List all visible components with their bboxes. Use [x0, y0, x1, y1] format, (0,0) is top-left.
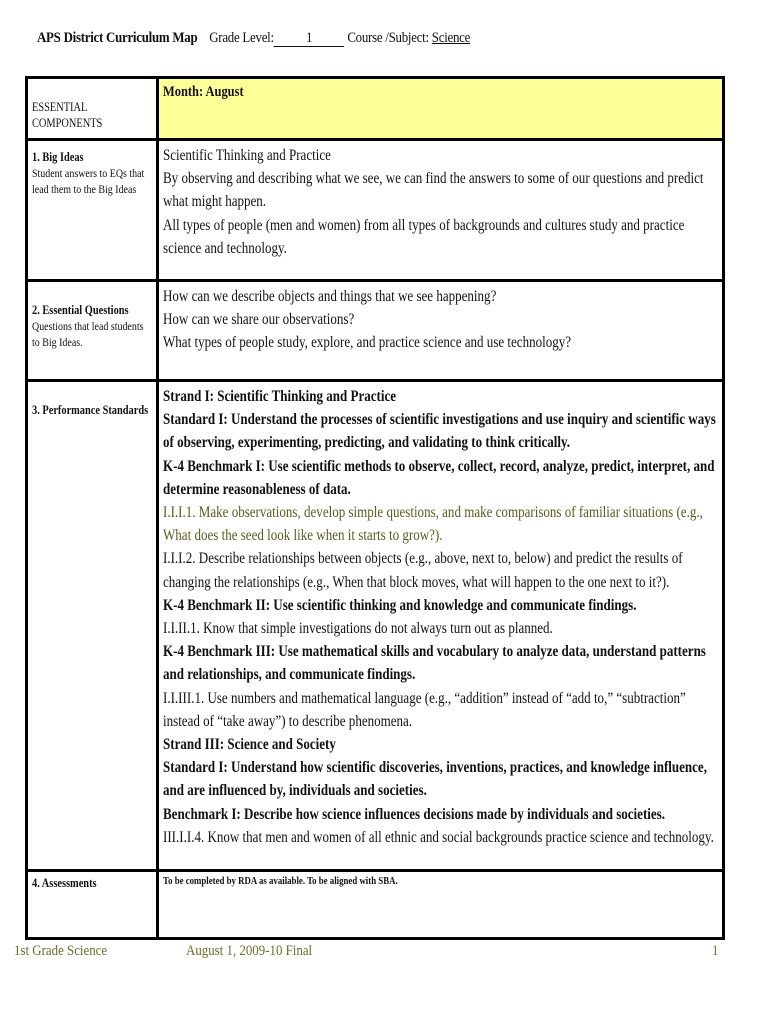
essential-components-label: ESSENTIAL COMPONENTS [32, 100, 103, 130]
table-row [27, 281, 724, 381]
performance-standard-item: I.I.I.1. Make observations, develop simple questions, and make comparisons of familiar situations (e.g., What does the seed look like when it starts to grow?). [163, 504, 703, 545]
standard-heading: Standard I: Understand the processes of scientific investigations and use inquiry and scientific ways of observing, experimenting, predicting, and validating to think critically. [163, 411, 716, 452]
standard-heading: Standard I: Understand how scientific discoveries, inventions, practices, and knowledge influence, and are influenced by, individuals and societies. [163, 759, 707, 800]
subject-value: Science [431, 30, 471, 46]
essential-questions-desc: Questions that lead students to Big Ideas. [32, 319, 144, 349]
page-number: 1 [712, 943, 719, 959]
month-header [158, 78, 724, 140]
footer-course: 1st Grade Science [14, 943, 108, 959]
footer-date: August 1, 2009-10 Final [186, 943, 313, 959]
question-line: How can we describe objects and things that we see happening? [163, 288, 497, 305]
big-idea-line: All types of people (men and women) from all types of backgrounds and cultures study and practice science and technology. [163, 216, 685, 257]
strand-heading: Strand III: Science and Society [163, 736, 336, 754]
table-row [27, 871, 724, 939]
performance-standards-title: 3. Performance Standards [32, 403, 149, 417]
big-ideas-title: 1. Big Ideas [32, 150, 84, 164]
assessment-note: To be completed by RDA as available. To be aligned with SBA. [163, 876, 398, 887]
document-title: APS District Curriculum Map [37, 30, 198, 46]
page-footer [0, 943, 768, 963]
assessments-label-cell [27, 871, 158, 939]
benchmark-heading: Benchmark I: Describe how science influences decisions made by individuals and societies. [163, 805, 666, 823]
subject-label: Course /Subject: [347, 30, 429, 46]
essential-questions-content [158, 281, 724, 381]
performance-standard-item: I.I.II.1. Know that simple investigations do not always turn out as planned. [163, 620, 553, 638]
big-idea-line: Scientific Thinking and Practice [163, 147, 331, 164]
curriculum-map-table [25, 76, 725, 940]
table-row [27, 381, 724, 871]
big-ideas-content [158, 140, 724, 281]
question-line: How can we share our observations? [163, 311, 355, 329]
table-header-row [27, 78, 724, 140]
month-label: Month: August [163, 84, 244, 100]
performance-standard-item: I.I.III.1. Use numbers and mathematical language (e.g., “addition” instead of “add to,” “subtraction” instead of “take away”) to describe phenomena. [163, 689, 686, 730]
benchmark-heading: K-4 Benchmark I: Use scientific methods to observe, collect, record, analyze, predict, interpret, and determine reasonableness of data. [163, 457, 715, 498]
benchmark-heading: K-4 Benchmark II: Use scientific thinking and knowledge and communicate findings. [163, 596, 637, 614]
document-header [37, 30, 476, 47]
essential-questions-label-cell [27, 281, 158, 381]
strand-heading: Strand I: Scientific Thinking and Practice [163, 388, 397, 405]
question-line: What types of people study, explore, and practice science and use technology? [163, 334, 572, 352]
essential-components-header [27, 78, 158, 140]
assessments-title: 4. Assessments [32, 876, 97, 890]
essential-questions-title: 2. Essential Questions [32, 303, 129, 317]
big-ideas-label-cell [27, 140, 158, 281]
table-row [27, 140, 724, 281]
grade-level-value: 1 [274, 30, 345, 47]
performance-standard-item: I.I.I.2. Describe relationships between objects (e.g., above, next to, below) and predict the results of changing the relationships (e.g., When that block moves, what will happen to the one next to it?). [163, 550, 683, 591]
grade-level-label: Grade Level: [209, 30, 274, 46]
big-ideas-desc: Student answers to EQs that lead them to the Big Ideas [32, 166, 145, 196]
performance-standard-item: III.I.I.4. Know that men and women of all ethnic and social backgrounds practice science and technology. [163, 828, 714, 846]
benchmark-heading: K-4 Benchmark III: Use mathematical skills and vocabulary to analyze data, understand patterns and relationships, and communicate findings. [163, 643, 706, 684]
assessments-content [158, 871, 724, 939]
big-idea-line: By observing and describing what we see, we can find the answers to some of our questions and predict what might happen. [163, 170, 704, 211]
performance-standards-label-cell [27, 381, 158, 871]
performance-standards-content [158, 381, 724, 871]
